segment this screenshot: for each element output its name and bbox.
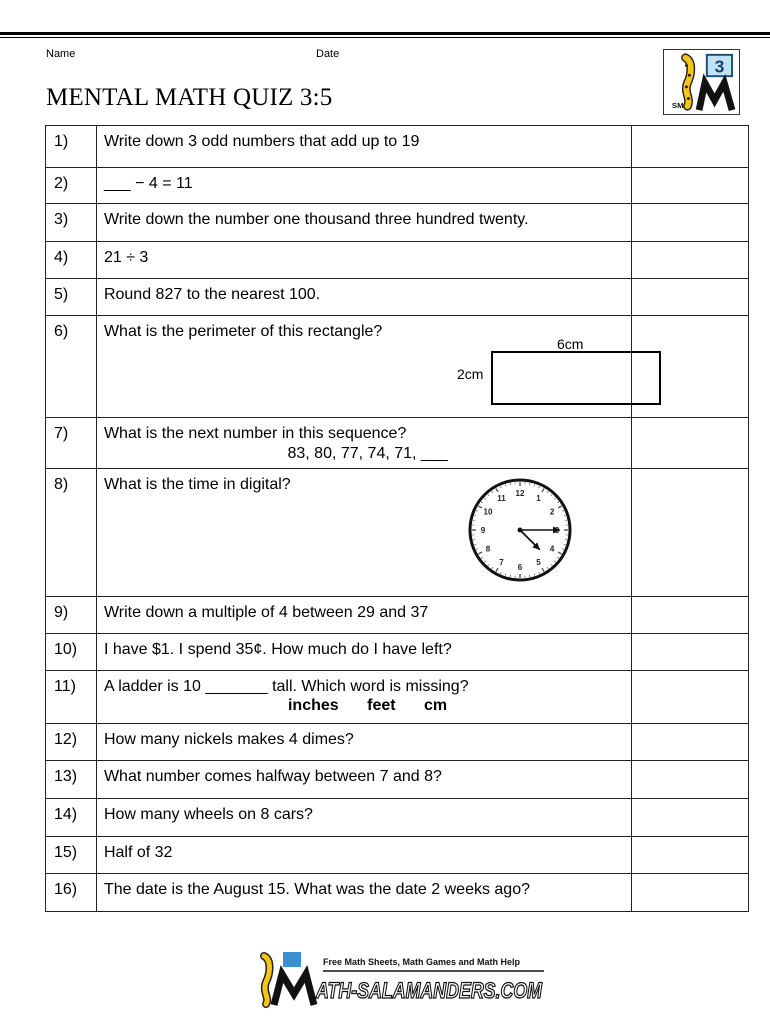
rectangle-figure [491,351,661,405]
clock-center [517,528,522,533]
question-number: 10) [46,634,97,671]
answer-cell[interactable] [632,597,749,634]
question-text: What number comes halfway between 7 and 8? [96,761,631,799]
question-row [46,761,749,799]
question-text: Write down a multiple of 4 between 29 and 37 [96,597,631,634]
question-number: 2) [46,168,97,204]
clock-number: 8 [485,544,491,554]
top-rule-thin [0,37,770,38]
question-row [46,874,749,912]
question-text: Round 827 to the nearest 100. [96,279,631,316]
answer-cell[interactable] [632,168,749,204]
clock-number: 1 [536,493,541,503]
question-row [46,316,749,418]
question-number: 7) [46,418,97,469]
answer-cell[interactable] [632,126,749,168]
rectangle-height-label: 2cm [456,366,484,382]
question-text: ___ − 4 = 11 [96,168,631,204]
answer-cell[interactable] [632,837,749,874]
logo-grade: 3 [714,56,725,77]
answer-cell[interactable] [632,418,749,469]
question-row [46,634,749,671]
footer-tagline: Free Math Sheets, Math Games and Math Help [323,957,521,967]
clock-number: 2 [549,507,555,517]
question-text: 21 ÷ 3 [96,242,631,279]
question-row [46,597,749,634]
question-number: 1) [46,126,97,168]
answer-cell[interactable] [632,204,749,242]
clock-number: 6 [517,563,523,572]
question-number: 16) [46,874,97,912]
top-rule [0,32,770,35]
answer-cell[interactable] [632,469,749,597]
question-text: How many nickels makes 4 dimes? [96,724,631,761]
answer-cell[interactable] [632,874,749,912]
footer-logo [250,950,546,1008]
question-text: What is the next number in this sequence? [103,425,407,442]
question-text: What is the perimeter of this rectangle? [103,323,383,340]
clock-number: 7 [499,558,504,568]
question-number: 11) [46,671,97,724]
answer-cell[interactable] [632,634,749,671]
name-label: Name [46,48,76,60]
question-text: A ladder is 10 _______ tall. Which word is missing? [103,678,469,695]
question-row [46,126,749,168]
word-options [104,697,631,715]
question-number: 3) [46,204,97,242]
option-word: cm [424,697,448,714]
question-row [46,168,749,204]
question-row [46,242,749,279]
logo-text: SM [671,101,684,111]
question-text: Write down the number one thousand three hundred twenty. [96,204,631,242]
answer-cell[interactable] [632,724,749,761]
question-number: 12) [46,724,97,761]
quiz-table [45,125,749,912]
question-number: 5) [46,279,97,316]
clock-number: 4 [549,544,555,554]
question-row [46,724,749,761]
clock-number: 9 [480,526,486,535]
answer-cell[interactable] [632,671,749,724]
question-number: 15) [46,837,97,874]
question-row [46,837,749,874]
option-word: feet [367,697,396,714]
clock-icon [465,475,575,585]
answer-cell[interactable] [632,799,749,837]
question-row [46,671,749,724]
question-text: Half of 32 [96,837,631,874]
question-number: 6) [46,316,97,418]
salamander-logo-icon [664,50,739,114]
option-word: inches [287,697,339,714]
clock-number: 10 [483,507,493,517]
clock-number: 12 [515,489,525,498]
number-sequence: 83, 80, 77, 74, 71, ___ [287,445,448,462]
question-text: How many wheels on 8 cars? [96,799,631,837]
question-text: The date is the August 15. What was the date 2 weeks ago? [96,874,631,912]
question-row [46,279,749,316]
question-number: 13) [46,761,97,799]
question-number: 4) [46,242,97,279]
grade-logo [663,49,740,115]
question-number: 9) [46,597,97,634]
question-text: I have $1. I spend 35¢. How much do I have left? [96,634,631,671]
question-text: What is the time in digital? [103,476,291,493]
page-title: MENTAL MATH QUIZ 3:5 [46,84,333,111]
clock-number: 11 [497,493,506,503]
question-number: 14) [46,799,97,837]
clock-number: 5 [536,558,541,568]
date-label: Date [316,48,340,60]
footer-site-name: ATH-SALAMANDERS.COM [315,978,543,1003]
question-row [46,469,749,597]
question-row [46,799,749,837]
math-salamanders-logo-icon [250,950,546,1008]
question-row [46,418,749,469]
answer-cell[interactable] [632,242,749,279]
question-row [46,204,749,242]
answer-cell[interactable] [632,761,749,799]
question-text: Write down 3 odd numbers that add up to 19 [96,126,631,168]
answer-cell[interactable] [632,279,749,316]
question-number: 8) [46,469,97,597]
rectangle-width-label: 6cm [556,336,584,352]
